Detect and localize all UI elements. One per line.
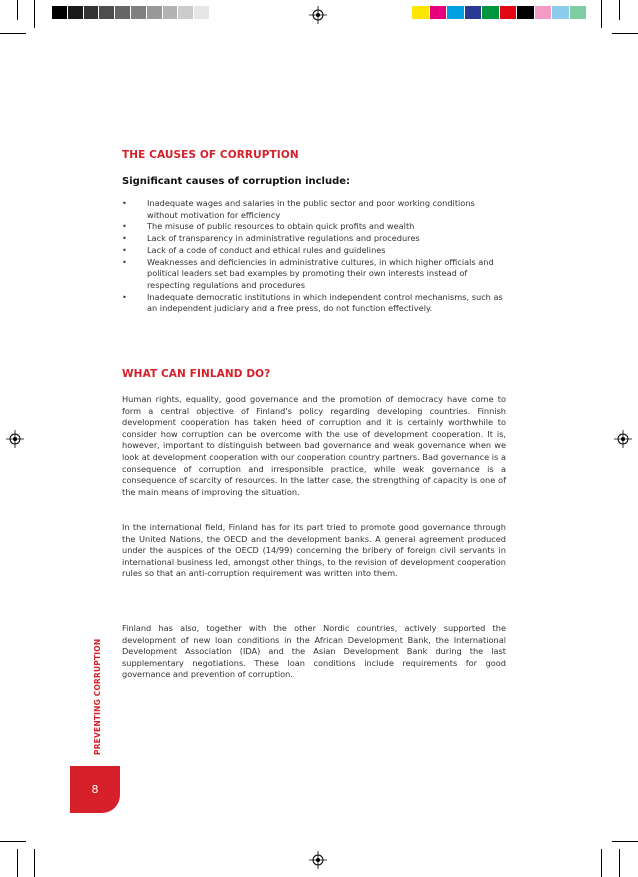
crop-mark: [612, 33, 638, 34]
color-swatch: [131, 6, 146, 19]
color-swatch: [163, 6, 178, 19]
crop-mark: [601, 0, 602, 28]
crop-mark: [0, 841, 26, 842]
crop-mark: [0, 33, 26, 34]
color-swatch: [115, 6, 130, 19]
color-swatch: [465, 6, 482, 19]
list-item: [122, 292, 506, 315]
causes-intro: Significant causes of corruption include:: [122, 176, 351, 187]
color-swatch: [552, 6, 569, 19]
paragraph: In the international field, Finland has for its part tried to promote good governance through the United Nations, the OECD and the development banks. A general agreement produced under the auspices of the OECD (14/99) concerning the bribery of foreign civil servants in international business led, amongst other things, to the revision of development cooperation rules so that an anti-corruption requirement was written into them.: [122, 522, 506, 579]
crop-mark: [601, 849, 602, 877]
section-heading-finland: WHAT CAN FINLAND DO?: [122, 368, 271, 380]
registration-mark-icon: [309, 851, 327, 869]
color-swatch: [147, 6, 162, 19]
sidebar-label-text: PREVENTING CORRUPTION: [93, 638, 102, 755]
color-swatch: [84, 6, 99, 19]
color-swatch: [517, 6, 534, 19]
crop-mark: [612, 841, 638, 842]
list-item: [122, 221, 506, 233]
crop-mark: [34, 0, 35, 28]
list-item-text: Inadequate wages and salaries in the public sector and poor working conditions without motivation for efficiency: [147, 198, 475, 220]
list-item: [122, 245, 506, 257]
bullet-icon: •: [122, 233, 127, 244]
crop-mark: [619, 0, 620, 20]
registration-mark-icon: [6, 430, 24, 448]
color-calibration-bar: [412, 6, 587, 19]
list-item-text: Inadequate democratic institutions in which independent control mechanisms, such as an independent judiciary and a free press, do not function effectively.: [147, 291, 503, 314]
color-swatch: [99, 6, 114, 19]
bullet-icon: •: [122, 244, 127, 255]
color-swatch: [412, 6, 429, 19]
list-item-text: Weaknesses and deficiencies in administrative cultures, in which higher officials and political leaders set bad examples by promoting their own interests instead of respecting regulations and procedures: [147, 256, 494, 290]
bullet-icon: •: [122, 221, 127, 232]
list-item: [122, 257, 506, 292]
bullet-icon: •: [122, 256, 127, 267]
list-item-text: Lack of transparency in administrative regulations and procedures: [147, 233, 420, 244]
page-number: 8: [70, 766, 120, 813]
color-swatch: [430, 6, 447, 19]
color-swatch: [535, 6, 552, 19]
section-heading-causes: THE CAUSES OF CORRUPTION: [122, 149, 299, 161]
crop-mark: [619, 849, 620, 877]
list-item: [122, 233, 506, 245]
list-item: [122, 198, 506, 221]
paragraph: Finland has also, together with the other Nordic countries, actively supported the development of new loan conditions in the African Development Bank, the International Development Association (IDA) and the Asian Development Bank during the last supplementary negotiations. These loan conditions include requirements for good governance and prevention of corruption.: [122, 623, 506, 680]
bullet-icon: •: [122, 198, 127, 208]
color-swatch: [500, 6, 517, 19]
color-swatch: [570, 6, 587, 19]
color-swatch: [482, 6, 499, 19]
paragraph: Human rights, equality, good governance and the promotion of democracy have come to form a central objective of Finland's policy regarding developing countries. Finnish development cooperation has taken heed of corruption and it is certainly worthwhile to consider how corruption can be overcome with the use of development cooperation. It is, however, important to distinguish between bad governance and weak governance when we look at development cooperation with our cooperation country partners. Bad governance is a consequence of corruption and irresponsible practice, while weak governance is a consequence of scarcity of resources. In the latter case, the strengthing of capacity is one of the main means of improving the situation.: [122, 394, 506, 497]
bullet-icon: •: [122, 291, 127, 302]
registration-mark-icon: [309, 6, 327, 24]
crop-mark: [17, 0, 18, 20]
list-item-text: The misuse of public resources to obtain quick profits and wealth: [147, 221, 415, 232]
registration-mark-icon: [614, 430, 632, 448]
list-item-text: Lack of a code of conduct and ethical rules and guidelines: [147, 244, 386, 255]
color-swatch: [194, 6, 209, 19]
causes-list: [122, 198, 506, 315]
color-swatch: [178, 6, 193, 19]
color-swatch: [68, 6, 83, 19]
crop-mark: [34, 849, 35, 877]
color-swatch: [52, 6, 67, 19]
gray-calibration-bar: [52, 6, 210, 19]
crop-mark: [17, 849, 18, 877]
color-swatch: [447, 6, 464, 19]
sidebar-label: [93, 640, 105, 755]
